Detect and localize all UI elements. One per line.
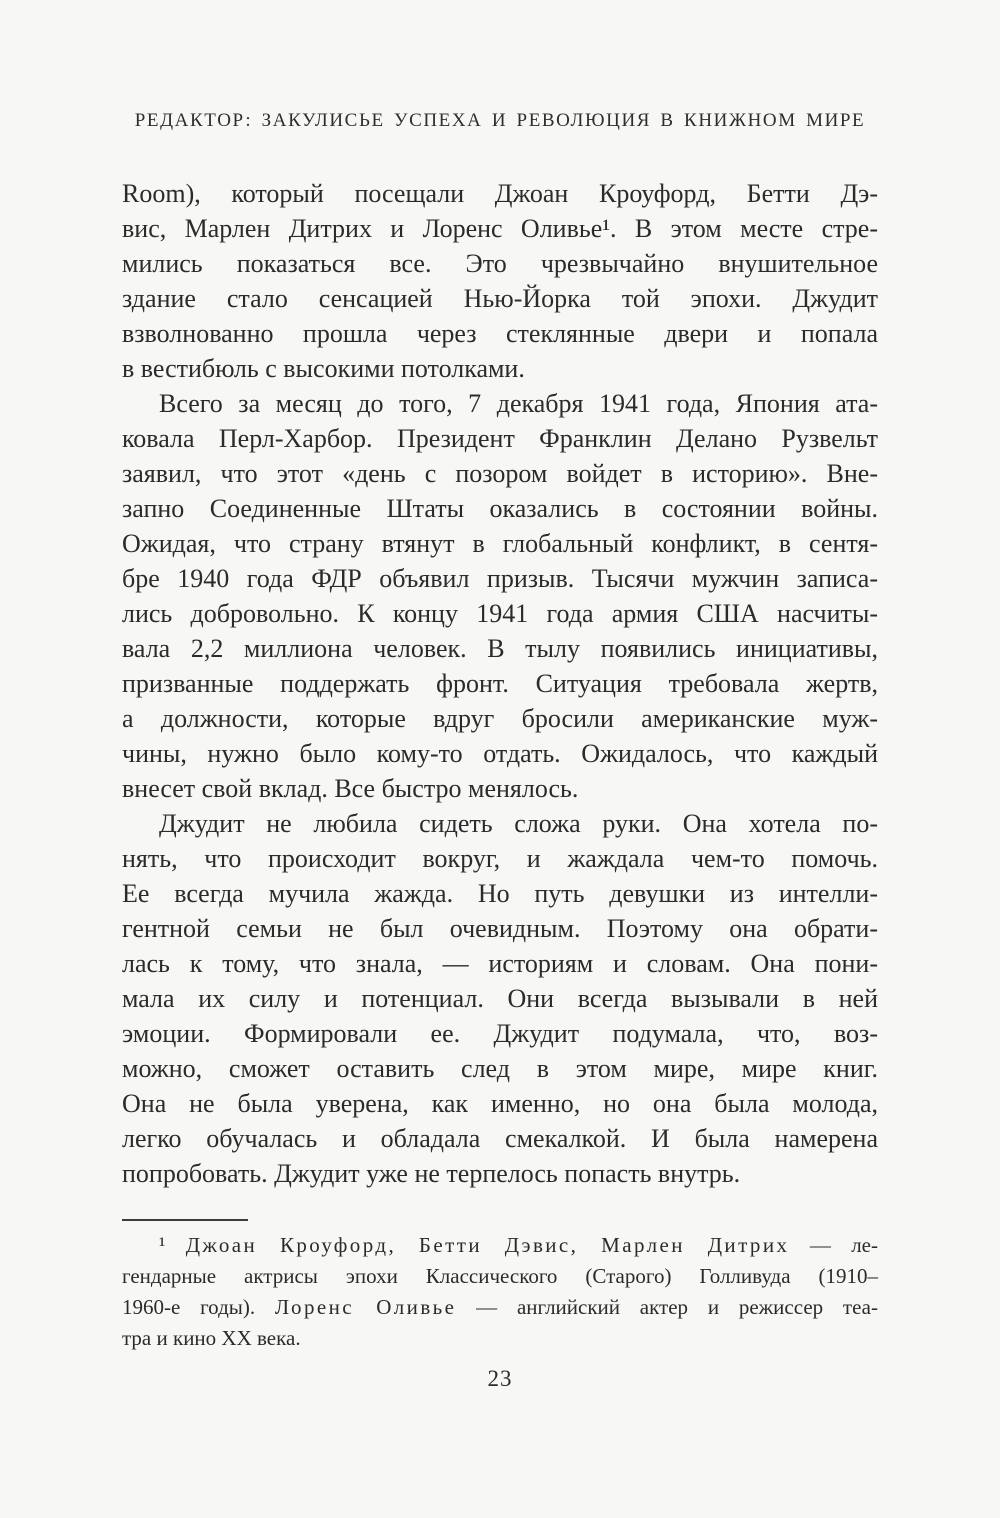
text-line: запно Соединенные Штаты оказались в состоянии войны. <box>122 494 878 523</box>
footnote-text-segment: тра и кино XX века. <box>122 1326 301 1350</box>
footnote-rule <box>122 1219 248 1221</box>
text-line: призванные поддержать фронт. Ситуация требовала жертв, <box>122 669 878 698</box>
text-line: мала их силу и потенциал. Они всегда вызывали в ней <box>122 984 878 1013</box>
text-line: чины, нужно было кому-то отдать. Ожидалось, что каждый <box>122 739 878 768</box>
footnote-text-segment: 1960-е годы). <box>122 1295 275 1319</box>
footnote-lines <box>122 1230 878 1354</box>
text-line: в вестибюль с высокими потолками. <box>122 354 525 383</box>
text-line: взволнованно прошла через стеклянные двери и попала <box>122 319 878 348</box>
text-line: заявил, что этот «день с позором войдет в историю». Вне- <box>122 459 878 488</box>
text-line: бре 1940 года ФДР объявил призыв. Тысячи мужчин записа- <box>122 564 878 593</box>
text-line: мились показаться все. Это чрезвычайно внушительное <box>122 249 878 278</box>
text-line: эмоции. Формировали ее. Джудит подумала, что, воз- <box>122 1019 878 1048</box>
page-number: 23 <box>487 1366 513 1391</box>
text-line: Room), который посещали Джоан Кроуфорд, Бетти Дэ- <box>122 179 878 208</box>
text-line: здание стало сенсацией Нью-Йорка той эпохи. Джудит <box>122 284 878 313</box>
text-line: Ожидая, что страну втянут в глобальный конфликт, в сентя- <box>122 529 878 558</box>
footnote-line <box>122 1261 878 1292</box>
footnote-line <box>122 1230 878 1261</box>
footnote-name-emphasis: Джоан Кроуфорд, Бетти Дэвис, Марлен Дитрих <box>185 1233 790 1257</box>
footnote-text-segment: гендарные актрисы эпохи Классического (Старого) Голливуда (1910– <box>122 1264 878 1288</box>
footnote-line <box>122 1323 878 1354</box>
footnote-text-segment: — ле- <box>789 1233 878 1257</box>
text-line: лась к тому, что знала, — историям и словам. Она пони- <box>122 949 878 978</box>
footnote-name-emphasis: Лоренс Оливье <box>274 1295 457 1319</box>
body-text <box>122 176 878 1191</box>
text-line: легко обучалась и обладала смекалкой. И была намерена <box>122 1124 878 1153</box>
text-line: попробовать. Джудит уже не терпелось попасть внутрь. <box>122 1159 741 1188</box>
text-line: а должности, которые вдруг бросили американские муж- <box>122 704 878 733</box>
footnote <box>122 1219 878 1354</box>
text-line: лись добровольно. К концу 1941 года армия США насчиты- <box>122 599 878 628</box>
text-line: вала 2,2 миллиона человек. В тылу появились инициативы, <box>122 634 878 663</box>
footnote-text-segment: ¹ <box>159 1233 186 1257</box>
running-header: РЕДАКТОР: ЗАКУЛИСЬЕ УСПЕХА И РЕВОЛЮЦИЯ В КНИЖНОМ МИРЕ <box>134 110 866 131</box>
text-line: можно, сможет оставить след в этом мире, мире книг. <box>122 1054 878 1083</box>
text-line: гентной семьи не был очевидным. Поэтому она обрати- <box>122 914 878 943</box>
text-line: Джудит не любила сидеть сложа руки. Она хотела по- <box>159 809 878 838</box>
text-line: нять, что происходит вокруг, и жаждала чем-то помочь. <box>122 844 878 873</box>
text-line: внесет свой вклад. Все быстро менялось. <box>122 774 579 803</box>
text-line: вис, Марлен Дитрих и Лоренс Оливье¹. В этом месте стре- <box>122 214 878 243</box>
text-line: Она не была уверена, как именно, но она была молода, <box>122 1089 878 1118</box>
footnote-text-segment: — английский актер и режиссер теа- <box>456 1295 878 1319</box>
text-line: Всего за месяц до того, 7 декабря 1941 года, Япония ата- <box>159 389 878 418</box>
footnote-line <box>122 1292 878 1323</box>
text-line: ковала Перл-Харбор. Президент Франклин Делано Рузвельт <box>122 424 878 453</box>
text-line: Ее всегда мучила жажда. Но путь девушки из интелли- <box>122 879 878 908</box>
